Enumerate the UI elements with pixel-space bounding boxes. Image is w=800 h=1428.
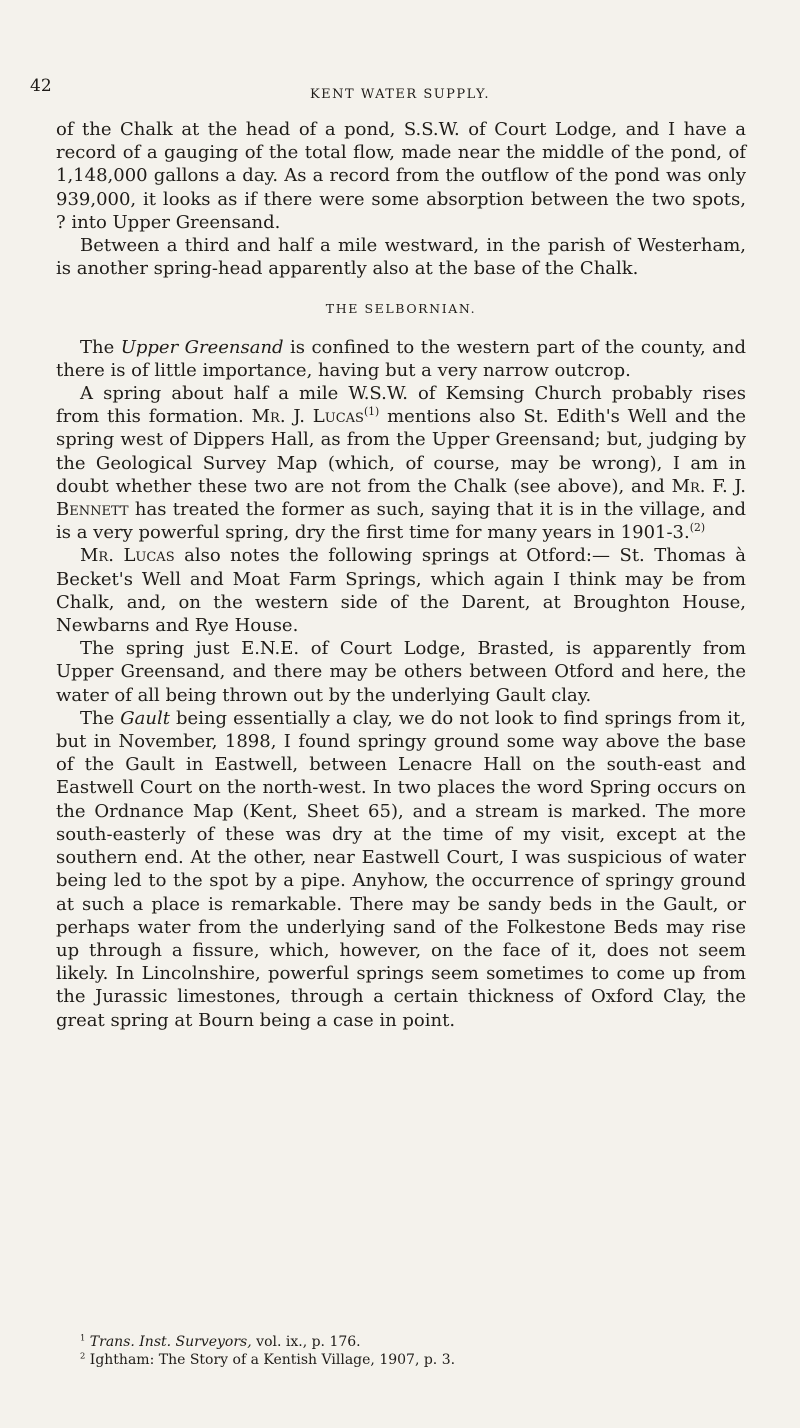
footnote-text: Ightham: The Story of a Kentish Village, 1907, p. 3. (89, 1352, 456, 1368)
paragraph: of the Chalk at the head of a pond, S.S.W. of Court Lodge, and I have a record of a gauging of the total flow, made near the middle of the pond, of 1,148,000 gallons a day. As a record from the outflow of the pond was only 939,000, it looks as if there were some absorption between the two spots, ? into Upper Greensand. (56, 119, 746, 233)
body-text (56, 118, 746, 1032)
page-number: 42 (30, 76, 52, 96)
paragraph (56, 382, 746, 544)
text-run: The (80, 336, 121, 358)
italic-term: Gault (120, 707, 170, 729)
footnote (80, 1351, 750, 1369)
footnote (80, 1333, 750, 1351)
footnote-citation: Trans. Inst. Surveyors, (89, 1334, 252, 1350)
section-heading: THE SELBORNIAN. (325, 301, 477, 317)
paragraph: Between a third and half a mile westward, in the parish of Westerham, is another spring-head apparently also at the base of the Chalk. (56, 235, 746, 280)
text-run: is confined to the western part of the county, and there is of little importance, having but a very narrow outcrop. (56, 336, 746, 381)
italic-term: Upper Greensand (120, 336, 284, 358)
text-run: also notes the following springs at Otford:— St. Thomas à Becket's Well and Moat Farm Springs, which again I think may be from Chalk, and, on the western side of the Darent, at Broughton House, Newbarns and Rye House. (56, 545, 746, 637)
paragraph (56, 707, 746, 1032)
footnote-mark: 1 (80, 1332, 86, 1343)
text-run: being essentially a clay, we do not look to find springs from it, but in November, 1898, I found springy ground some way above the base of the Gault in Eastwell, between Lenacre Hall on the south-east and Eastwell Court on the north-west. In two places the word Spring occurs on the Ordnance Map (Kent, Sheet 65), and a stream is marked. The more south-easterly of these was dry at the time of my visit, except at the southern end. At the other, near Eastwell Court, I was suspicious of water being led to the spot by a pipe. Anyhow, the occurrence of springy ground at such a place is remarkable. There may be sandy beds in the Gault, or perhaps water from the underlying sand of the Folkestone Beds may rise up through a fissure, which, however, on the face of it, does not seem likely. In Lincolnshire, powerful springs seem sometimes to come up from the Jurassic limestones, through a certain thickness of Oxford Clay, the great spring at Bourn being a case in point. (56, 707, 746, 1031)
running-head: KENT WATER SUPPLY. (309, 87, 491, 102)
author-name: Mr. Lucas (80, 545, 175, 567)
footnote-ref: (1) (363, 405, 380, 419)
text-run: mentions also St. Edith's Well and the spring west of Dippers Hall, as from the Upper Greensand; but, judging by the Geological Survey Map (which, of course, may be wrong), I am in doubt whether these two are not from the Chalk (see above), and (56, 406, 747, 497)
footnote-text: vol. ix., p. 176. (251, 1334, 361, 1350)
author-name: Mr. J. Lucas (251, 406, 364, 428)
text-run: The (80, 707, 121, 729)
footnote-mark: 2 (80, 1350, 86, 1361)
paragraph (56, 336, 746, 382)
paragraph (56, 544, 746, 637)
paragraph: The spring just E.N.E. of Court Lodge, Brasted, is apparently from Upper Greensand, and there may be others between Otford and here, the water of all being thrown out by the underlying Gault clay. (56, 638, 746, 706)
footnotes (80, 1333, 750, 1369)
author-name: Mr. F. J. Bennett (56, 475, 746, 521)
text-run: A spring about half a mile W.S.W. of Kemsing Church probably rises from this formation. (56, 383, 746, 428)
footnote-ref: (2) (689, 521, 706, 535)
text-run: has treated the former as such, saying that it is in the village, and is a very powerful spring, dry the first time for many years in 1901-3. (56, 499, 746, 544)
